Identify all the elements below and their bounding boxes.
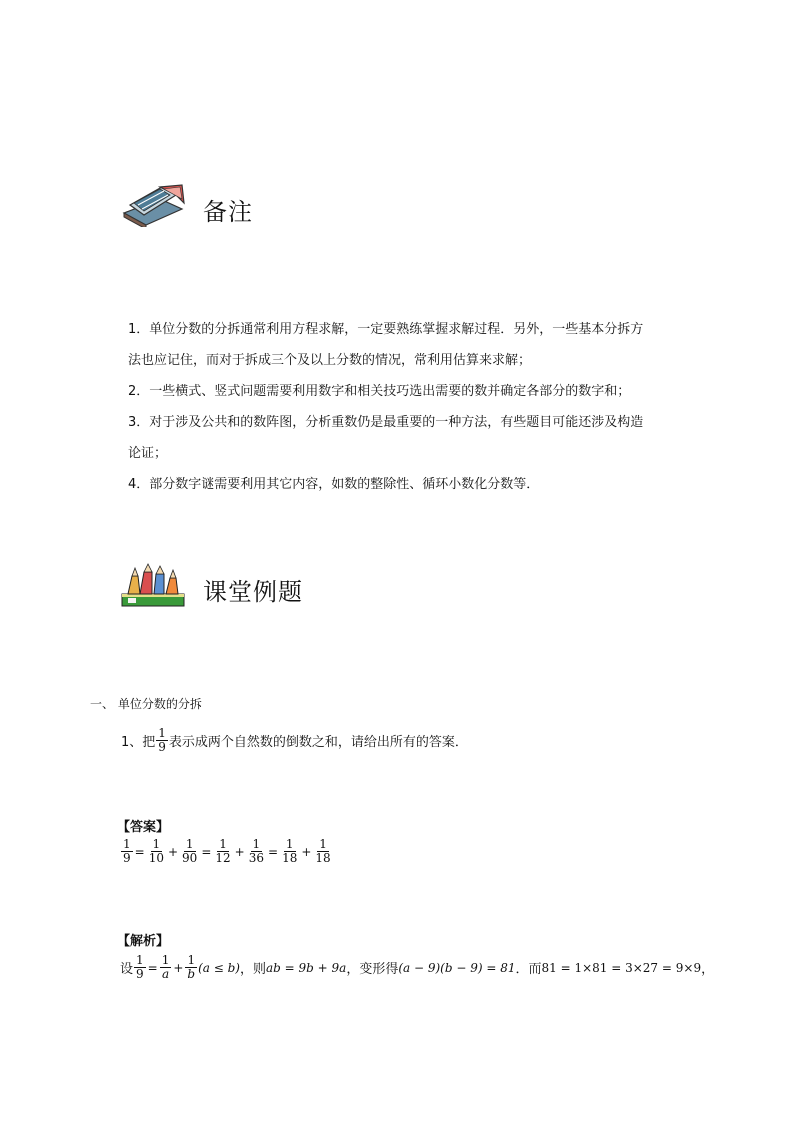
answer-op: = [268, 844, 279, 859]
note-line-1: 1．单位分数的分拆通常利用方程求解，一定要熟练掌握求解过程．另外，一些基本分拆方 [128, 322, 644, 337]
answer-op: + [301, 844, 312, 859]
analysis-condition: (a ≤ b) [198, 960, 240, 975]
analysis-equation: 设 $\frac{1}{9}$ = $\frac{1}{a}$ + $\frac{1}{b}$ (a ≤ b) ，则 ab = 9b + 9a ，变形得 (a − 9)(b − 9) = 81 ．而 81 = 1×81 = 3×27 = 9×9 ， [120, 953, 715, 981]
analysis-frac: $\frac{1}{9}$ [136, 953, 144, 981]
analysis-end1: ．而 [515, 962, 542, 977]
note-line-4: 3．对于涉及公共和的数阵图，分析重数仍是最重要的一种方法，有些题目可能还涉及构造 [128, 415, 644, 430]
problem-suffix: 表示成两个自然数的倒数之和，请给出所有的答案． [168, 735, 468, 750]
analysis-prefix: 设 [120, 962, 134, 977]
answer-frac: $\frac{1}{18}$ [282, 837, 298, 865]
analysis-mid: ，变形得 [346, 962, 399, 977]
answer-frac: $\frac{1}{12}$ [215, 837, 231, 865]
analysis-label: 【解析】 [117, 934, 170, 949]
answer-frac: $\frac{1}{90}$ [182, 837, 198, 865]
problem-1 [121, 727, 468, 754]
note-line-3: 2．一些横式、竖式问题需要利用数字和相关技巧选出需要的数并确定各部分的数字和； [128, 384, 631, 399]
problem-prefix: 1、把 [121, 735, 156, 750]
answer-equation [120, 838, 334, 865]
notes-body [128, 314, 688, 500]
analysis-end2: ， [701, 962, 715, 977]
answer-op: = [134, 844, 145, 859]
answer-frac: $\frac{1}{10}$ [148, 837, 164, 865]
analysis-frac: $\frac{1}{a}$ [161, 953, 170, 981]
problem-frac-num: 1 [158, 726, 166, 740]
answer-op: = [201, 844, 212, 859]
analysis-eq1: ab = 9b + 9a [266, 960, 347, 975]
books-icon [120, 183, 186, 227]
analysis-eq2: (a − 9)(b − 9) = 81 [398, 960, 516, 975]
note-line-6: 4．部分数字谜需要利用其它内容，如数的整除性、循环小数化分数等． [128, 477, 540, 492]
analysis-then: ，则 [240, 962, 267, 977]
analysis-eq3: 81 = 1×81 = 3×27 = 9×9 [541, 960, 702, 975]
section-label: 一、 单位分数的分拆 [90, 697, 202, 711]
answer-frac: $\frac{1}{36}$ [248, 837, 265, 865]
notes-heading: 备注 [203, 198, 253, 226]
examples-heading: 课堂例题 [203, 578, 303, 606]
answer-frac: $\frac{1}{18}$ [315, 837, 331, 865]
answer-frac: $\frac{1}{9}$ [123, 837, 131, 865]
answer-label: 【答案】 [117, 820, 170, 835]
problem-fraction [156, 727, 168, 754]
analysis-frac: $\frac{1}{b}$ [187, 953, 196, 981]
note-line-2: 法也应记住，而对于拆成三个及以上分数的情况，常利用估算来求解； [128, 353, 532, 368]
pencils-icon [120, 562, 186, 608]
answer-op: + [167, 844, 179, 859]
problem-frac-den: 9 [158, 740, 166, 754]
answer-op: + [234, 844, 245, 859]
note-line-5: 论证； [128, 446, 168, 461]
